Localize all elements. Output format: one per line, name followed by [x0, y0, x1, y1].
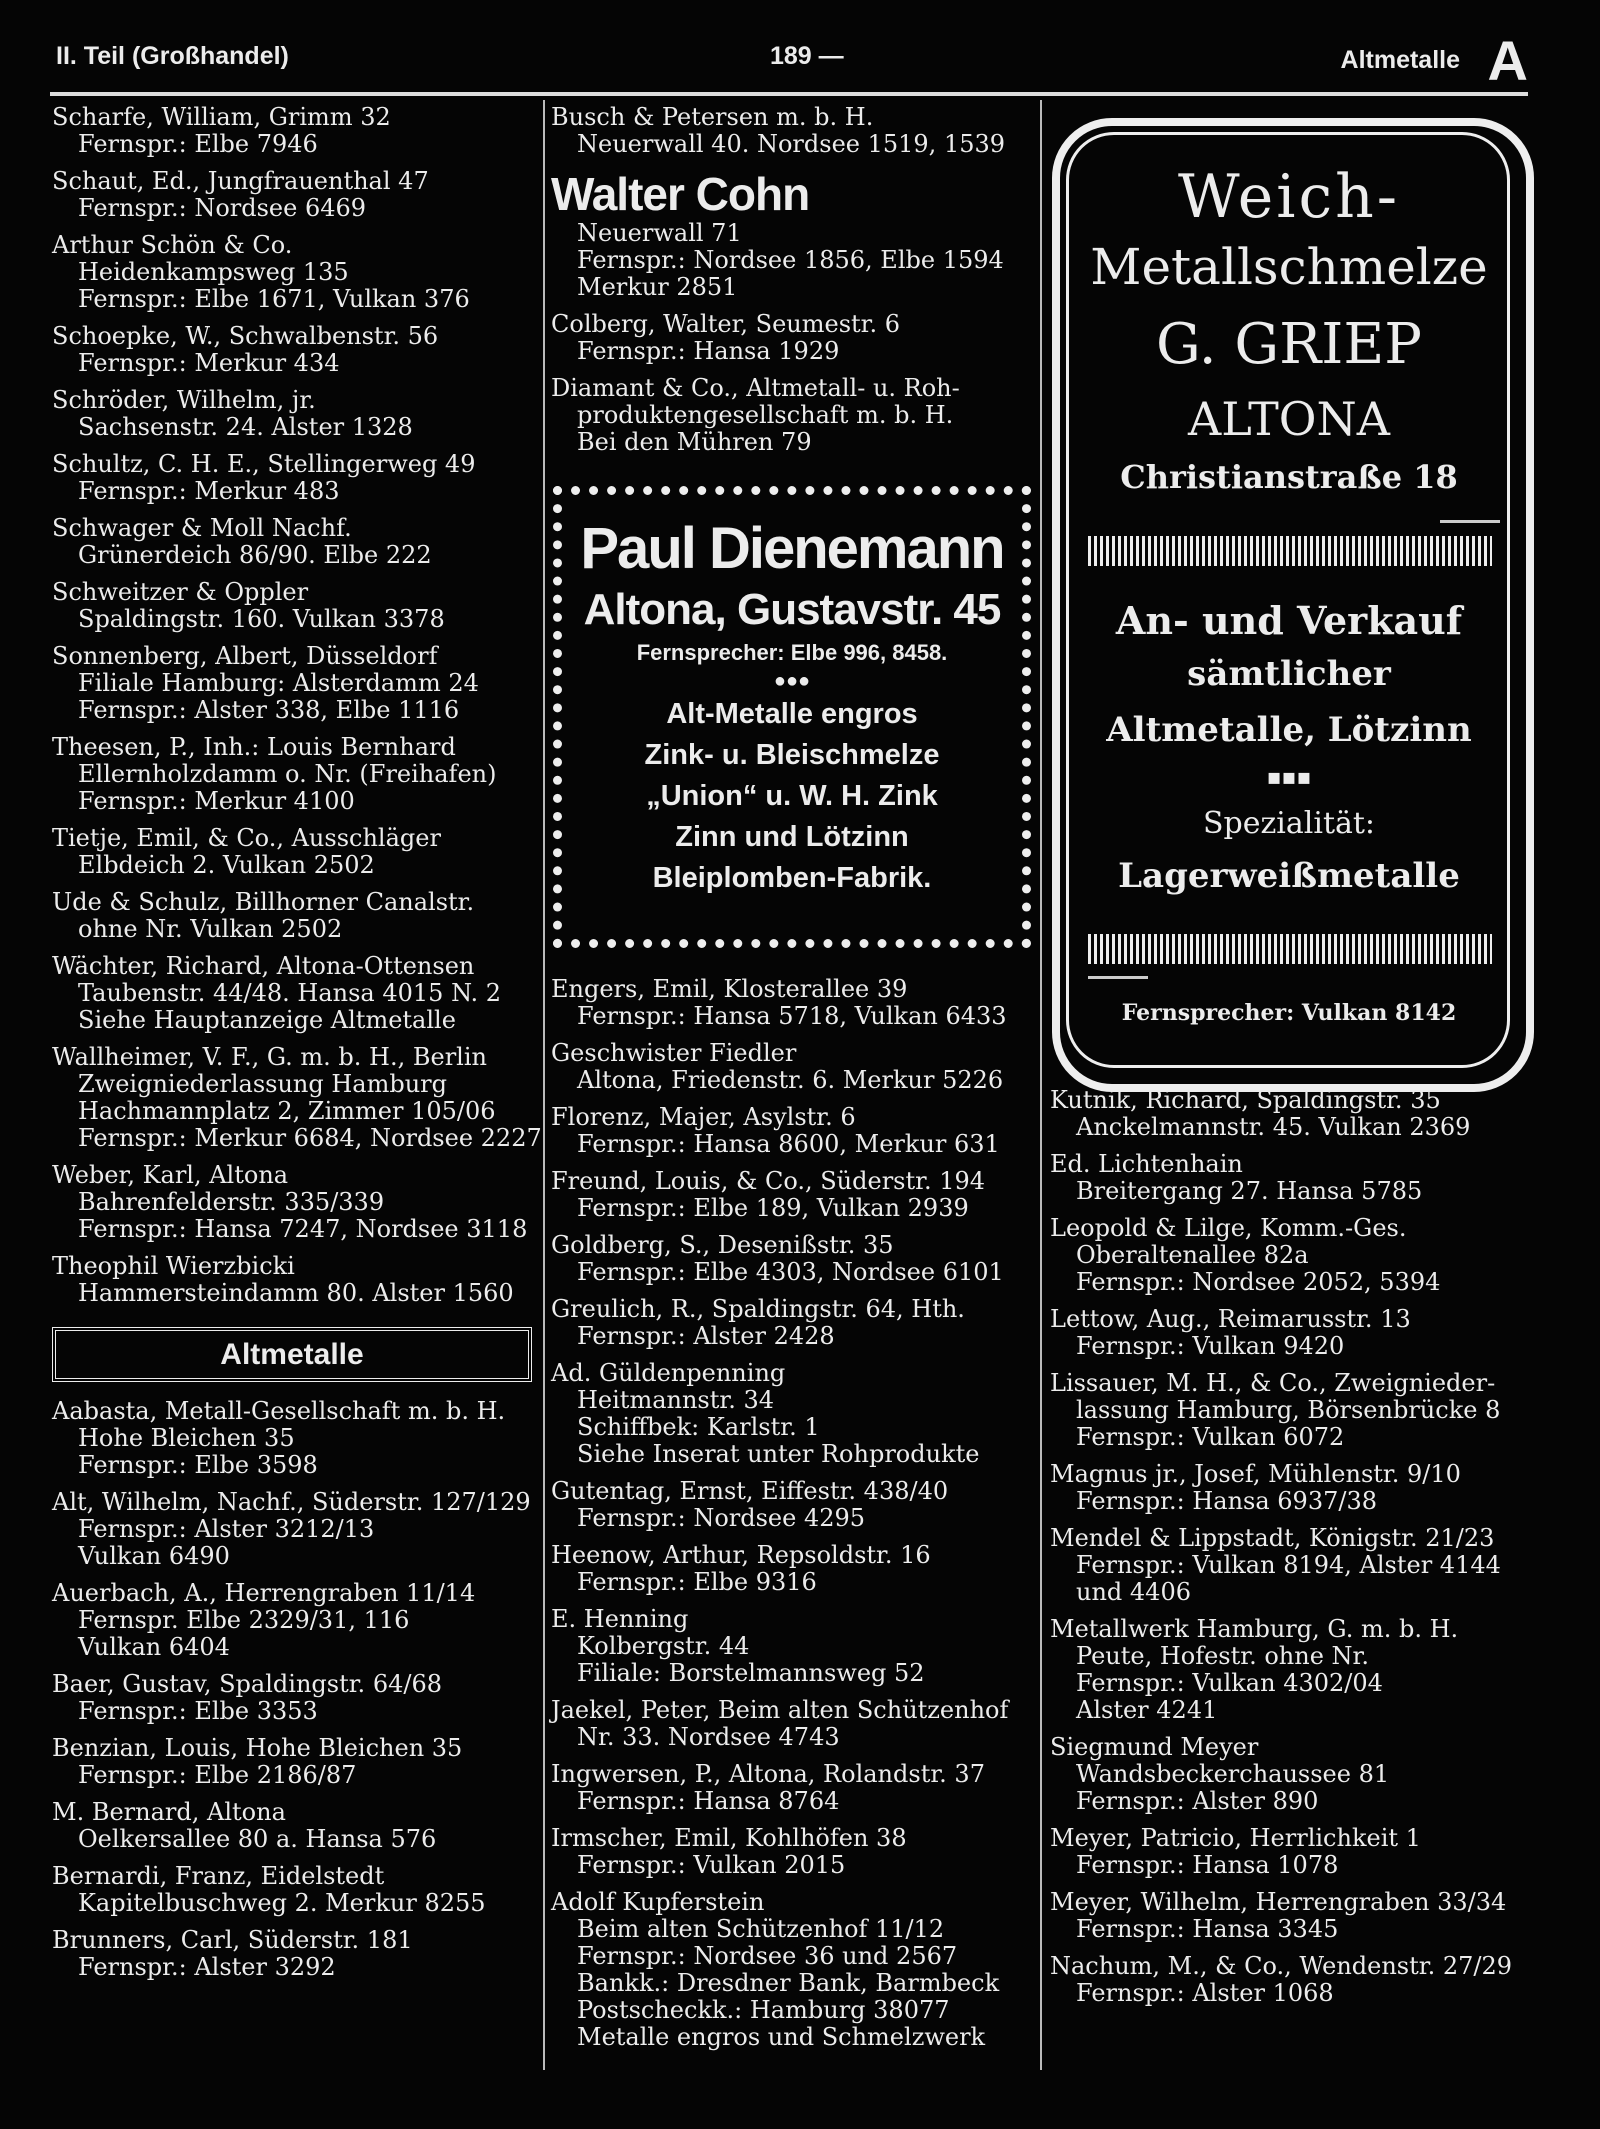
listing-entry [52, 1927, 532, 1981]
listing-detail: Fernspr.: Hansa 6937/38 [1076, 1487, 1377, 1515]
listing-detail: Elbdeich 2. Vulkan 2502 [78, 851, 375, 879]
listing-entry [1050, 1616, 1530, 1724]
listing-entry [52, 1735, 532, 1789]
listing-entry [551, 104, 1036, 158]
listing-detail: Zweigniederlassung Hamburg [78, 1070, 448, 1098]
listing-detail: Fernspr.: Nordsee 4295 [577, 1504, 866, 1532]
listing-detail: Fernspr.: Elbe 1671, Vulkan 376 [78, 285, 470, 313]
ad-griep-hatched-bar [1088, 536, 1492, 566]
listing-detail: Fernspr.: Hansa 8764 [577, 1787, 840, 1815]
ad-dienemann-line: „Union“ u. W. H. Zink [646, 780, 938, 812]
ad-griep-hatched-bar [1088, 934, 1492, 964]
listing-detail: Fernspr.: Elbe 3598 [78, 1451, 318, 1479]
listing-detail: Grünerdeich 86/90. Elbe 222 [78, 541, 432, 569]
listing-entry [1050, 1370, 1530, 1451]
column-2-entries-mid [551, 311, 1036, 456]
ad-griep-name: G. GRIEP [1156, 312, 1422, 377]
listing-name: Heenow, Arthur, Repsoldstr. 16 [551, 1541, 931, 1569]
listing-detail: Nr. 33. Nordsee 4743 [577, 1723, 840, 1751]
listing-name: Gutentag, Ernst, Eiffestr. 438/40 [551, 1477, 949, 1505]
column-divider-1 [543, 100, 545, 2070]
listing-detail: Fernspr.: Merkur 6684, Nordsee 2227 [78, 1124, 542, 1152]
listing-entry [52, 889, 532, 943]
listing-entry [52, 825, 532, 879]
listing-name: Schröder, Wilhelm, jr. [52, 386, 316, 414]
listing-detail: und 4406 [1076, 1578, 1191, 1606]
listing-entry [52, 1489, 532, 1570]
listing-detail: Fernspr.: Hansa 8600, Merkur 631 [577, 1130, 1000, 1158]
listing-entry [1050, 1953, 1530, 2007]
ad-griep-phone: Fernsprecher: Vulkan 8142 [1121, 1000, 1457, 1026]
listing-detail: Altona, Friedenstr. 6. Merkur 5226 [577, 1066, 1004, 1094]
ad-griep-line: Altmetalle, Lötzinn [1106, 710, 1472, 750]
listing-name: Meyer, Patricio, Herrlichkeit 1 [1050, 1824, 1421, 1852]
listing-detail: Fernspr.: Elbe 4303, Nordsee 6101 [577, 1258, 1004, 1286]
listing-name: Ingwersen, P., Altona, Rolandstr. 37 [551, 1760, 985, 1788]
header-section: II. Teil (Großhandel) [56, 42, 289, 70]
listing-detail: Fernspr.: Vulkan 6072 [1076, 1423, 1345, 1451]
listing-entry [551, 1478, 1036, 1532]
listing-entry [551, 1360, 1036, 1468]
listing-name: Geschwister Fiedler [551, 1039, 797, 1067]
page-header [50, 29, 1528, 92]
listing-detail: Fernspr.: Vulkan 4302/04 [1076, 1669, 1383, 1697]
listing-entry [52, 1671, 532, 1725]
listing-entry [551, 1168, 1036, 1222]
section-title-altmetalle: Altmetalle [52, 1327, 532, 1382]
listing-detail: Wandsbeckerchaussee 81 [1076, 1760, 1390, 1788]
listing-name: Bernardi, Franz, Eidelstedt [52, 1862, 385, 1890]
listing-name: Benzian, Louis, Hohe Bleichen 35 [52, 1734, 463, 1762]
listing-entry [52, 323, 532, 377]
listing-entry [551, 1040, 1036, 1094]
column-1-altmetalle-entries [52, 1398, 532, 1981]
listing-entry [52, 168, 532, 222]
listing-entry [551, 1761, 1036, 1815]
listing-detail: Fernspr.: Vulkan 9420 [1076, 1332, 1345, 1360]
listing-name: Schultz, C. H. E., Stellingerweg 49 [52, 450, 476, 478]
page-number: 189 — [770, 42, 844, 70]
listing-detail: Breitergang 27. Hansa 5785 [1076, 1177, 1423, 1205]
listing-name: Ude & Schulz, Billhorner Canalstr. [52, 888, 475, 916]
listing-detail: Fernspr.: Elbe 9316 [577, 1568, 817, 1596]
listing-entry [52, 1580, 532, 1661]
listing-entry [551, 1825, 1036, 1879]
listing-entry [1050, 1461, 1530, 1515]
listing-detail: Oelkersallee 80 a. Hansa 576 [78, 1825, 437, 1853]
listing-name: Ed. Lichtenhain [1050, 1150, 1243, 1178]
listing-name: Sonnenberg, Albert, Düsseldorf [52, 642, 438, 670]
listing-detail: Fernspr.: Vulkan 8194, Alster 4144 [1076, 1551, 1501, 1579]
ad-griep-separator: ▪▪▪ [1266, 764, 1312, 790]
listing-name: Weber, Karl, Altona [52, 1161, 289, 1189]
listing-detail: Fernspr.: Elbe 7946 [78, 130, 318, 158]
listing-detail: Kapitelbuschweg 2. Merkur 8255 [78, 1889, 486, 1917]
listing-entry [551, 375, 1036, 456]
listing-entry [551, 1542, 1036, 1596]
listing-entry [1050, 1151, 1530, 1205]
listing-entry [52, 515, 532, 569]
listing-detail: Fernspr.: Merkur 4100 [78, 787, 355, 815]
listing-name: Auerbach, A., Herrengraben 11/14 [52, 1579, 476, 1607]
listing-detail: Fernspr.: Alster 3212/13 [78, 1515, 375, 1543]
listing-name: Wächter, Richard, Altona-Ottensen [52, 952, 475, 980]
ad-griep-rule [1088, 976, 1148, 979]
listing-entry [551, 976, 1036, 1030]
listing-name: Theesen, P., Inh.: Louis Bernhard [52, 733, 456, 761]
listing-name: Baer, Gustav, Spaldingstr. 64/68 [52, 1670, 442, 1698]
listing-entry [52, 734, 532, 815]
listing-name: Ad. Güldenpenning [551, 1359, 786, 1387]
listing-name: Florenz, Majer, Asylstr. 6 [551, 1103, 856, 1131]
listing-detail: Oberaltenallee 82a [1076, 1241, 1309, 1269]
listing-detail: Fernspr.: Merkur 483 [78, 477, 340, 505]
listing-entry [52, 1253, 532, 1307]
listing-name: Scharfe, William, Grimm 32 [52, 103, 391, 131]
listing-detail: Fernspr.: Alster 338, Elbe 1116 [78, 696, 460, 724]
listing-detail: Filiale Hamburg: Alsterdamm 24 [78, 669, 479, 697]
listing-detail: produktengesellschaft m. b. H. [577, 401, 954, 429]
listing-detail: Fernspr.: Hansa 1078 [1076, 1851, 1339, 1879]
listing-name: Kutnik, Richard, Spaldingstr. 35 [1050, 1086, 1441, 1114]
listing-name: Colberg, Walter, Seumestr. 6 [551, 310, 901, 338]
listing-name: Schweitzer & Oppler [52, 578, 309, 606]
ad-griep-street: Christianstraße 18 [1120, 458, 1458, 496]
column-3 [1050, 1087, 1530, 2017]
listing-entry [1050, 1215, 1530, 1296]
listing-detail: Vulkan 6490 [78, 1542, 230, 1570]
listing-detail: Schiffbek: Karlstr. 1 [577, 1413, 820, 1441]
listing-detail: Fernspr.: Alster 890 [1076, 1787, 1319, 1815]
listing-name: Schwager & Moll Nachf. [52, 514, 352, 542]
header-letter: A [1487, 29, 1528, 92]
listing-name: Goldberg, S., Desenißstr. 35 [551, 1231, 894, 1259]
listing-entry [52, 1162, 532, 1243]
walter-cohn-line: Merkur 2851 [577, 273, 738, 301]
listing-walter-cohn [551, 168, 1036, 301]
listing-name: Jaekel, Peter, Beim alten Schützenhof [551, 1696, 1009, 1724]
listing-detail: Fernspr.: Vulkan 2015 [577, 1851, 846, 1879]
listing-entry [52, 104, 532, 158]
listing-name: M. Bernard, Altona [52, 1798, 286, 1826]
listing-entry [551, 311, 1036, 365]
listing-detail: Fernspr.: Hansa 1929 [577, 337, 840, 365]
listing-name: E. Henning [551, 1605, 689, 1633]
listing-detail: Fernspr.: Hansa 5718, Vulkan 6433 [577, 1002, 1007, 1030]
listing-detail: Fernspr.: Alster 1068 [1076, 1979, 1334, 2007]
listing-detail: Fernspr.: Elbe 189, Vulkan 2939 [577, 1194, 969, 1222]
listing-entry [551, 1697, 1036, 1751]
listing-name: Schoepke, W., Schwalbenstr. 56 [52, 322, 439, 350]
listing-entry [52, 1043, 542, 1152]
listing-name: Mendel & Lippstadt, Königstr. 21/23 [1050, 1524, 1495, 1552]
listing-detail: Hachmannplatz 2, Zimmer 105/06 [78, 1097, 496, 1125]
listing-detail: Fernspr.: Nordsee 6469 [78, 194, 367, 222]
listing-detail: Fernspr.: Hansa 7247, Nordsee 3118 [78, 1215, 528, 1243]
listing-detail: Spaldingstr. 160. Vulkan 3378 [78, 605, 445, 633]
listing-name: Arthur Schön & Co. [52, 231, 293, 259]
listing-entry [1050, 1306, 1530, 1360]
listing-detail: lassung Hamburg, Börsenbrücke 8 [1076, 1396, 1501, 1424]
listing-detail: Neuerwall 40. Nordsee 1519, 1539 [577, 130, 1006, 158]
listing-entry [1050, 1825, 1530, 1879]
column-2-entries-bottom [551, 976, 1036, 2061]
listing-detail: Sachsenstr. 24. Alster 1328 [78, 413, 413, 441]
listing-name: Metallwerk Hamburg, G. m. b. H. [1050, 1615, 1459, 1643]
listing-detail: Fernspr.: Hansa 3345 [1076, 1915, 1339, 1943]
listing-name: Lettow, Aug., Reimarusstr. 13 [1050, 1305, 1411, 1333]
listing-detail: Heidenkampsweg 135 [78, 258, 349, 286]
listing-detail: Fernspr.: Nordsee 2052, 5394 [1076, 1268, 1441, 1296]
ad-dienemann-line: Bleiplomben-Fabrik. [652, 862, 932, 894]
listing-entry [1050, 1734, 1530, 1815]
listing-detail: Beim alten Schützenhof 11/12 [577, 1915, 945, 1943]
walter-cohn-name: Walter Cohn [551, 168, 810, 220]
ad-griep-city: ALTONA [1188, 392, 1390, 446]
listing-detail: Heitmannstr. 34 [577, 1386, 775, 1414]
listing-name: Busch & Petersen m. b. H. [551, 103, 874, 131]
listing-entry [52, 579, 532, 633]
listing-name: Irmscher, Emil, Kohlhöfen 38 [551, 1824, 907, 1852]
listing-detail: Postscheckk.: Hamburg 38077 [577, 1996, 950, 2024]
ad-dienemann-line: Zinn und Lötzinn [675, 821, 909, 853]
listing-entry [1050, 1889, 1530, 1943]
column-divider-2 [1040, 100, 1042, 2070]
listing-detail: Fernspr. Elbe 2329/31, 116 [78, 1606, 410, 1634]
ad-dienemann-phone: Fernsprecher: Elbe 996, 8458. [636, 640, 948, 665]
ad-griep-line: Lagerweißmetalle [1118, 856, 1460, 896]
listing-detail: Fernspr.: Merkur 434 [78, 349, 340, 377]
ad-dienemann-address: Altona, Gustavstr. 45 [583, 585, 1001, 634]
listing-detail: Vulkan 6404 [78, 1633, 230, 1661]
listing-detail: Bahrenfelderstr. 335/339 [78, 1188, 385, 1216]
ad-dienemann-name: Paul Dienemann [580, 516, 1004, 581]
advertisement-dienemann [553, 486, 1031, 948]
listing-entry [551, 1889, 1036, 2051]
listing-entry [52, 387, 532, 441]
listing-entry [1050, 1525, 1530, 1606]
ad-griep-line: Spezialität: [1202, 806, 1376, 841]
listing-name: Siegmund Meyer [1050, 1733, 1259, 1761]
ad-griep-line: Metallschmelze [1090, 238, 1488, 296]
listing-name: Magnus jr., Josef, Mühlenstr. 9/10 [1050, 1460, 1461, 1488]
listing-entry [1050, 1087, 1530, 1141]
ad-griep-rule [1440, 520, 1500, 523]
listing-detail: Siehe Hauptanzeige Altmetalle [78, 1006, 456, 1034]
listing-name: Tietje, Emil, & Co., Ausschläger [52, 824, 441, 852]
listing-name: Aabasta, Metall-Gesellschaft m. b. H. [52, 1397, 506, 1425]
listing-detail: Fernspr.: Alster 3292 [78, 1953, 336, 1981]
listing-detail: Fernspr.: Nordsee 36 und 2567 [577, 1942, 958, 1970]
listing-entry [52, 232, 532, 313]
listing-entry [551, 1104, 1036, 1158]
listing-name: Meyer, Wilhelm, Herrengraben 33/34 [1050, 1888, 1507, 1916]
listing-detail: Peute, Hofestr. ohne Nr. [1076, 1642, 1370, 1670]
walter-cohn-line: Fernspr.: Nordsee 1856, Elbe 1594 [577, 246, 1004, 274]
listing-detail: Alster 4241 [1076, 1696, 1218, 1724]
listing-name: Wallheimer, V. F., G. m. b. H., Berlin [52, 1043, 487, 1071]
header-topic: Altmetalle [1340, 46, 1460, 74]
column-2-entries-top [551, 104, 1036, 158]
listing-detail: Bankk.: Dresdner Bank, Barmbeck [577, 1969, 1000, 1997]
ad-dienemann-separator: ●●● [773, 670, 811, 692]
listing-name: Engers, Emil, Klosterallee 39 [551, 975, 908, 1003]
listing-name: Schaut, Ed., Jungfrauenthal 47 [52, 167, 429, 195]
listing-entry [52, 451, 532, 505]
listing-name: Freund, Louis, & Co., Süderstr. 194 [551, 1167, 986, 1195]
ad-griep-line: An- und Verkauf [1115, 598, 1463, 643]
ad-dienemann-line: Zink- u. Bleischmelze [644, 739, 940, 771]
listing-detail: Metalle engros und Schmelzwerk [577, 2023, 986, 2051]
listing-detail: Siehe Inserat unter Rohprodukte [577, 1440, 980, 1468]
listing-detail: Taubenstr. 44/48. Hansa 4015 N. 2 [78, 979, 502, 1007]
listing-entry [551, 1296, 1036, 1350]
listing-detail: Anckelmannstr. 45. Vulkan 2369 [1076, 1113, 1471, 1141]
walter-cohn-line: Neuerwall 71 [577, 219, 742, 247]
listing-entry [52, 1799, 532, 1853]
listing-name: Brunners, Carl, Süderstr. 181 [52, 1926, 413, 1954]
listing-detail: Hohe Bleichen 35 [78, 1424, 295, 1452]
column-1-entries [52, 103, 542, 1307]
listing-entry [52, 1398, 532, 1479]
advertisement-griep [1050, 116, 1528, 1086]
listing-detail: Fernspr.: Elbe 2186/87 [78, 1761, 357, 1789]
listing-name: Theophil Wierzbicki [52, 1252, 295, 1280]
listing-name: Lissauer, M. H., & Co., Zweignieder- [1050, 1369, 1496, 1397]
listing-detail: Hammersteindamm 80. Alster 1560 [78, 1279, 514, 1307]
listing-detail: ohne Nr. Vulkan 2502 [78, 915, 343, 943]
listing-detail: Ellernholzdamm o. Nr. (Freihafen) [78, 760, 497, 788]
listing-entry [551, 1606, 1036, 1687]
listing-name: Adolf Kupferstein [551, 1888, 765, 1916]
column-1 [52, 103, 542, 1991]
listing-name: Leopold & Lilge, Komm.-Ges. [1050, 1214, 1407, 1242]
listing-entry [52, 643, 532, 724]
listing-name: Nachum, M., & Co., Wendenstr. 27/29 [1050, 1952, 1513, 1980]
listing-name: Alt, Wilhelm, Nachf., Süderstr. 127/129 [52, 1488, 531, 1516]
listing-name: Diamant & Co., Altmetall- u. Roh- [551, 374, 960, 402]
listing-detail: Kolbergstr. 44 [577, 1632, 750, 1660]
listing-detail: Bei den Mühren 79 [577, 428, 812, 456]
header-rule [50, 92, 1528, 96]
ad-dienemann-line: Alt-Metalle engros [666, 698, 918, 730]
listing-detail: Fernspr.: Alster 2428 [577, 1322, 835, 1350]
listing-detail: Filiale: Borstelmannsweg 52 [577, 1659, 925, 1687]
listing-detail: Fernspr.: Elbe 3353 [78, 1697, 318, 1725]
listing-entry [52, 953, 532, 1034]
ad-griep-line: sämtlicher [1187, 654, 1391, 694]
listing-entry [551, 1232, 1036, 1286]
listing-entry [52, 1863, 532, 1917]
listing-name: Greulich, R., Spaldingstr. 64, Hth. [551, 1295, 965, 1323]
ad-griep-line: Weich- [1178, 162, 1400, 232]
